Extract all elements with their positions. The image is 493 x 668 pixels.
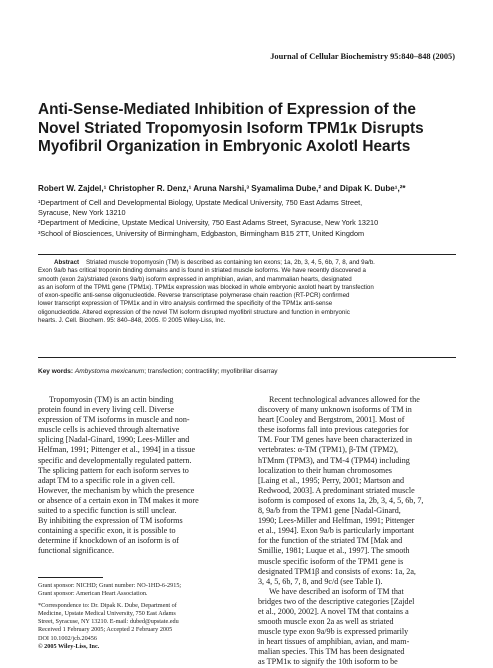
- body-line: or absence of a certain exon in TM makes it more: [38, 495, 199, 505]
- body-line: However, the mechanism by which the presence: [38, 485, 195, 495]
- body-line: containing a specific exon, it is possible to: [38, 526, 176, 536]
- body-line: bridges two of the descriptive categories [Zajdel: [258, 596, 415, 606]
- body-line: hTMnm (TPM3), and TM-4 (TPM4) including: [258, 455, 410, 465]
- body-line: vertebrates: α-TM (TPM1), β-TM (TPM2),: [258, 445, 399, 455]
- body-line: 8, 9a/b from the TPM1 gene [Nadal-Ginard,: [258, 506, 401, 516]
- body-line: muscle specific isoform of the TPM1 gene is: [258, 556, 404, 566]
- abstract-line: hearts. J. Cell. Biochem. 95: 840–848, 2005. © 2005 Wiley-Liss, Inc.: [38, 317, 226, 325]
- footnote-rule: [38, 577, 103, 578]
- body-line: Recent technological advances allowed for the: [269, 395, 420, 404]
- footnotes: [38, 582, 242, 651]
- author-list: Robert W. Zajdel,¹ Christopher R. Denz,¹ Aruna Narshi,³ Syamalima Dube,² and Dipak K. Dube¹,²*: [38, 184, 406, 193]
- received-dates: Received 1 February 2005; Accepted 2 February 2005: [38, 626, 173, 634]
- abstract-line: lower transcript expression of TPM1κ and in vitro analysis confirmed the specificity of the TPM1κ anti-sense: [38, 300, 333, 308]
- correspondence-line: Street, Syracuse, NY 13210. E-mail: dubed@upstate.edu: [38, 618, 179, 626]
- body-line: malian species. This TM has been designated: [258, 647, 405, 657]
- journal-header: Journal of Cellular Biochemistry 95:840–848 (2005): [270, 52, 455, 61]
- body-line: 1990; Lees-Miller and Helfman, 1991; Pittenger: [258, 516, 415, 526]
- body-line: et al., 2000, 2002]. A novel TM that contains a: [258, 606, 409, 616]
- body-line: TM. Four TM genes have been characterized in: [258, 435, 413, 445]
- abstract-line: Exon 9a/b has critical troponin binding domains and is found in striated muscle isoforms. We have recently discovered a: [38, 267, 366, 275]
- body-line: in heart tissues of amphibian, avian, and mam-: [258, 637, 410, 647]
- abstract-line: of exon-specific anti-sense oligonucleotide. Reverse transcriptase polymerase chain reaction (RT-PCR) confirmed: [38, 292, 350, 300]
- body-line: Tropomyosin (TM) is an actin binding: [49, 395, 174, 404]
- body-line: muscle cells is achieved through alternative: [38, 425, 180, 435]
- abstract-text: Striated muscle tropomyosin (TM) is described as containing ten exons; 1a, 2b, 3, 4, 5, 6b, 7, 8, and 9a/b.: [86, 259, 375, 266]
- body-line: protein found in every living cell. Diverse: [38, 405, 174, 415]
- grant-line: Grant sponsor: American Heart Association.: [38, 590, 148, 598]
- body-line: splicing [Nadal-Ginard, 1990; Lees-Miller and: [38, 435, 190, 445]
- affiliation-line: ²Department of Medicine, Upstate Medical University, 750 East Adams Street, Syracuse, New York 13210: [38, 218, 379, 228]
- body-line: smooth muscle exon 2a as well as striated: [258, 617, 394, 627]
- body-column-left: [38, 395, 242, 557]
- body-line: 3, 4, 5, 6b, 7, 8, and 9c/d (see Table I).: [258, 576, 383, 586]
- body-line: The splicing pattern for each isoform serves to: [38, 465, 189, 475]
- body-line: specific and developmentally regulated pattern.: [38, 455, 192, 465]
- body-line: discovery of many unknown isoforms of TM in: [258, 405, 412, 415]
- body-line: Smillie, 1981; Luque et al., 1997]. The smooth: [258, 546, 410, 556]
- body-line: heart [Cooley and Bergstrom, 2001]. Most of: [258, 415, 405, 425]
- body-line: designated TPM1β and consists of exons: 1a, 2a,: [258, 566, 416, 576]
- body-line: determine if knockdown of an isoform is of: [38, 536, 179, 546]
- abstract-line: smooth (exon 2a)/striated (exons 9a/b) isoform expressed in amphibian, avian, and mammalian hearts, designated: [38, 275, 352, 283]
- correspondence-line: *Correspondence to: Dr. Dipak K. Dube, Department of: [38, 602, 177, 610]
- grant-line: Grant sponsor: NICHD; Grant number: NO-1HD-6-2915;: [38, 582, 182, 589]
- body-line: et al., 1994]. Exon 9a/b is particularly important: [258, 526, 414, 536]
- abstract-line: oligonucleotide. Altered expression of the novel TM isoform disrupted myofibril structure and function in embryonic: [38, 308, 350, 316]
- body-line: as TPM1κ to signify the 10th isoform to be: [258, 657, 398, 667]
- keyword-species: Ambystoma mexicanum: [74, 368, 145, 375]
- keywords-label: Key words:: [38, 368, 74, 375]
- abstract: [38, 259, 456, 325]
- body-line: We have described an isoform of TM that: [269, 586, 404, 596]
- affiliation-line: ³School of Biosciences, University of Birmingham, Edgbaston, Birmingham B15 2TT, United Kingdom: [38, 228, 365, 238]
- abstract-first-line: [38, 259, 456, 267]
- title-line: Myofibril Organization in Embryonic Axolotl Hearts: [38, 138, 411, 156]
- article-title: [38, 101, 458, 157]
- body-line: expression of TM isoforms in muscle and non-: [38, 415, 190, 425]
- body-column-right: [258, 395, 458, 668]
- body-line: localization to their human chromosomes: [258, 465, 392, 475]
- title-line: Novel Striated Tropomyosin Isoform TPM1κ Disrupts: [38, 119, 424, 137]
- body-line: for the function of the striated TM [Mak and: [258, 536, 403, 546]
- body-line: adapt TM to a specific role in a given cell.: [38, 475, 175, 485]
- correspondence-line: Medicine, Upstate Medical University, 750 East Adams: [38, 610, 176, 618]
- body-line: suited to a specific function is still unclear.: [38, 506, 177, 516]
- keywords: [38, 368, 278, 375]
- abstract-line: as an isoform of the TPM1 gene (TPM1κ). TPM1κ expression was blocked in whole embryonic axolotl heart by transfection: [38, 283, 374, 291]
- affiliations: [38, 198, 378, 239]
- keywords-rest: ; transfection; contractility; myofibrillar disarray: [144, 368, 278, 375]
- body-line: these isoforms fall into previous categories for: [258, 425, 409, 435]
- body-line: [Laing et al., 1995; Perry, 2001; Martson and: [258, 475, 405, 485]
- affiliation-line: ¹Department of Cell and Developmental Biology, Upstate Medical University, 750 East Adams Street,: [38, 198, 363, 207]
- doi: DOI 10.1002/jcb.20456: [38, 634, 97, 642]
- body-line: muscle type exon 9a/9b is expressed primarily: [258, 627, 409, 637]
- body-line: isoform is composed of exons 1a, 2b, 3, 4, 5, 6b, 7,: [258, 495, 424, 505]
- copyright: © 2005 Wiley-Liss, Inc.: [38, 642, 100, 650]
- title-line: Anti-Sense-Mediated Inhibition of Expression of the: [38, 101, 416, 118]
- body-line: Redwood, 2003]. A predominant striated muscle: [258, 485, 415, 495]
- body-line: By inhibiting the expression of TM isoforms: [38, 516, 183, 526]
- abstract-label: Abstract: [54, 259, 80, 266]
- body-line: Helfman, 1991; Pittenger et al., 1994] in a tissue: [38, 445, 196, 455]
- affiliation-line: Syracuse, New York 13210: [38, 208, 126, 218]
- body-line: functional significance.: [38, 546, 114, 556]
